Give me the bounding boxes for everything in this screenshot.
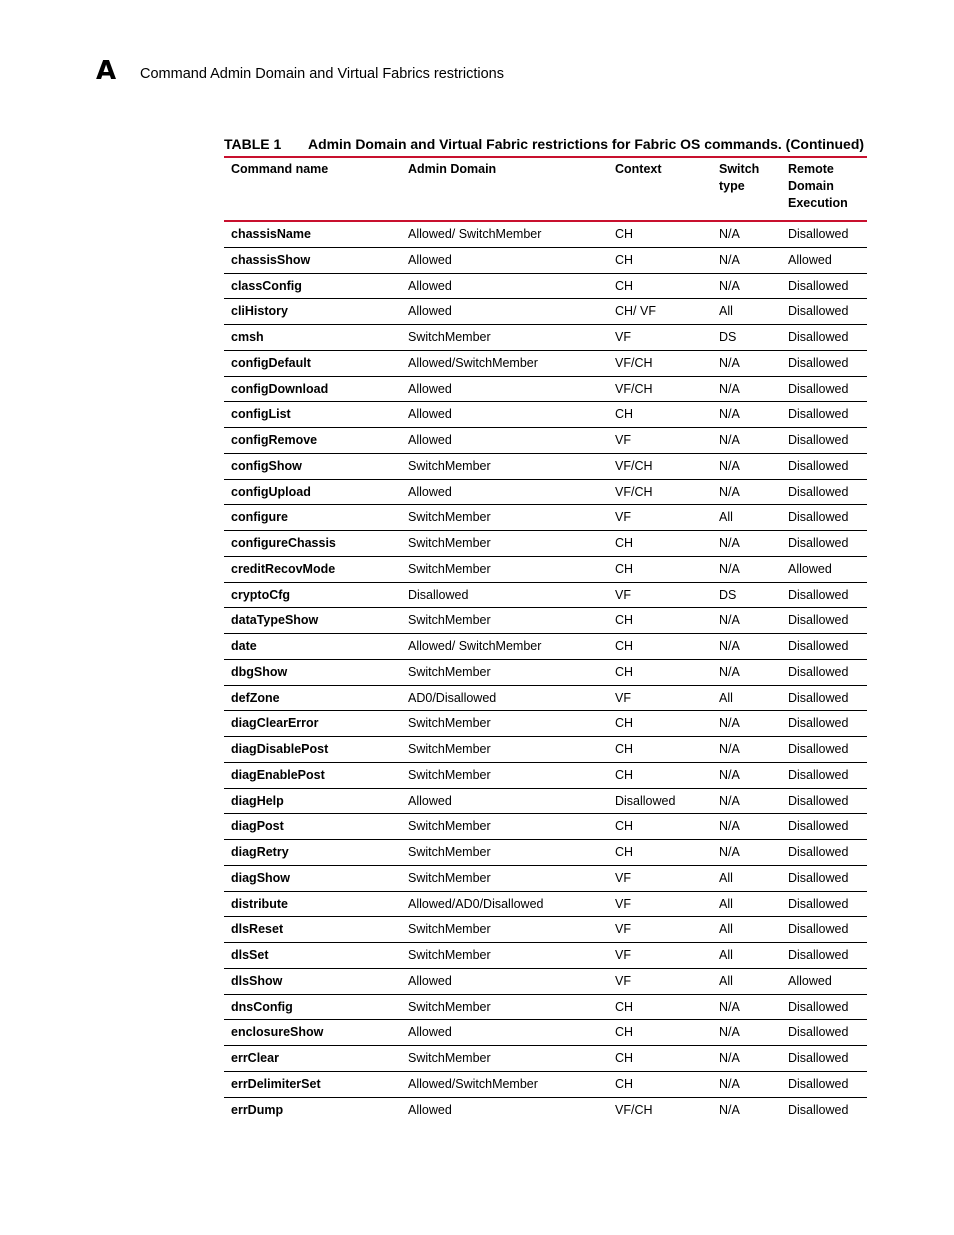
cell-switch-type: N/A xyxy=(719,227,740,241)
column-header-remote-line: Execution xyxy=(788,196,848,210)
cell-remote-domain-execution: Allowed xyxy=(788,973,832,988)
cell-context: VF/CH xyxy=(615,381,653,396)
cell-remote-domain-execution: Disallowed xyxy=(788,1076,849,1091)
cell-command-name: creditRecovMode xyxy=(231,561,336,576)
column-header-admin-domain: Admin Domain xyxy=(408,162,497,176)
cell-command-name: chassisName xyxy=(231,227,311,241)
cell-remote-domain-execution: Disallowed xyxy=(788,896,849,911)
cell-admin-domain: Allowed/SwitchMember xyxy=(408,1076,538,1091)
table-header-row xyxy=(224,158,867,220)
cell-remote-domain-execution: Disallowed xyxy=(788,948,849,962)
cell-command-name: diagPost xyxy=(231,819,284,834)
cell-admin-domain: Allowed xyxy=(408,304,452,319)
cell-switch-type: N/A xyxy=(719,278,740,293)
table-row xyxy=(224,428,867,454)
cell-switch-type: N/A xyxy=(719,433,740,447)
cell-admin-domain: Allowed xyxy=(408,278,452,293)
cell-switch-type: N/A xyxy=(719,484,740,499)
cell-command-name: dlsReset xyxy=(231,922,284,937)
cell-context: VF/CH xyxy=(615,355,653,370)
cell-switch-type: N/A xyxy=(719,355,740,370)
cell-switch-type: DS xyxy=(719,330,737,344)
cell-switch-type: N/A xyxy=(719,819,740,834)
table-row xyxy=(224,840,867,866)
cell-context: CH xyxy=(615,536,634,550)
cell-remote-domain-execution: Disallowed xyxy=(788,999,849,1014)
cell-context: VF xyxy=(615,587,631,602)
table-row xyxy=(224,1098,867,1124)
cell-switch-type: N/A xyxy=(719,407,740,422)
cell-command-name: configUpload xyxy=(231,484,311,499)
cell-admin-domain: SwitchMember xyxy=(408,664,491,679)
cell-remote-domain-execution: Disallowed xyxy=(788,433,849,447)
cell-admin-domain: AD0/Disallowed xyxy=(408,690,497,705)
cell-admin-domain: Allowed xyxy=(408,793,452,808)
cell-remote-domain-execution: Disallowed xyxy=(788,407,849,422)
cell-context: CH/ VF xyxy=(615,304,656,319)
cell-admin-domain: SwitchMember xyxy=(408,561,491,576)
cell-switch-type: N/A xyxy=(719,999,740,1014)
cell-command-name: cryptoCfg xyxy=(231,587,291,602)
cell-command-name: dlsSet xyxy=(231,948,269,962)
cell-context: CH xyxy=(615,742,634,756)
cell-command-name: dbgShow xyxy=(231,664,288,679)
column-header-switch-type-line: type xyxy=(719,179,745,193)
cell-command-name: diagClearError xyxy=(231,716,319,731)
cell-admin-domain: SwitchMember xyxy=(408,742,491,756)
cell-admin-domain: SwitchMember xyxy=(408,845,491,859)
cell-switch-type: All xyxy=(719,870,733,885)
table-row xyxy=(224,248,867,274)
cell-command-name: configList xyxy=(231,407,291,422)
table-row xyxy=(224,634,867,660)
cell-admin-domain: Allowed xyxy=(408,381,452,396)
cell-switch-type: N/A xyxy=(719,458,740,473)
cell-command-name: dlsShow xyxy=(231,973,283,988)
table-row xyxy=(224,789,867,815)
cell-admin-domain: SwitchMember xyxy=(408,922,491,937)
table-row xyxy=(224,969,867,995)
table-row xyxy=(224,686,867,712)
cell-admin-domain: Disallowed xyxy=(408,587,469,602)
cell-context: VF xyxy=(615,690,631,705)
cell-remote-domain-execution: Disallowed xyxy=(788,278,849,293)
cell-remote-domain-execution: Disallowed xyxy=(788,458,849,473)
table-row xyxy=(224,995,867,1021)
cell-admin-domain: Allowed xyxy=(408,407,452,422)
cell-context: VF xyxy=(615,973,631,988)
cell-context: VF xyxy=(615,870,631,885)
column-header-remote-line: Remote xyxy=(788,162,834,176)
cell-admin-domain: SwitchMember xyxy=(408,948,491,962)
cell-remote-domain-execution: Disallowed xyxy=(788,381,849,396)
cell-remote-domain-execution: Disallowed xyxy=(788,330,849,344)
cell-remote-domain-execution: Disallowed xyxy=(788,613,849,628)
cell-remote-domain-execution: Disallowed xyxy=(788,845,849,859)
table-row xyxy=(224,866,867,892)
cell-remote-domain-execution: Disallowed xyxy=(788,355,849,370)
table-caption-text: Admin Domain and Virtual Fabric restrictions for Fabric OS commands. (Continued) xyxy=(308,136,864,152)
cell-command-name: classConfig xyxy=(231,278,302,293)
cell-admin-domain: Allowed/ SwitchMember xyxy=(408,639,542,653)
cell-remote-domain-execution: Disallowed xyxy=(788,716,849,731)
cell-command-name: diagRetry xyxy=(231,845,289,859)
cell-command-name: configShow xyxy=(231,458,302,473)
cell-command-name: configure xyxy=(231,510,288,525)
cell-context: CH xyxy=(615,845,634,859)
cell-command-name: configDownload xyxy=(231,381,329,396)
cell-remote-domain-execution: Disallowed xyxy=(788,819,849,834)
cell-switch-type: N/A xyxy=(719,793,740,808)
table-row xyxy=(224,557,867,583)
cell-command-name: date xyxy=(231,639,257,653)
column-header-remote-line: Domain xyxy=(788,179,834,193)
table-row xyxy=(224,608,867,634)
cell-admin-domain: SwitchMember xyxy=(408,716,491,731)
cell-admin-domain: SwitchMember xyxy=(408,819,491,834)
cell-context: CH xyxy=(615,613,634,628)
cell-switch-type: All xyxy=(719,896,733,911)
column-header-remote-domain-execution xyxy=(788,161,848,212)
cell-admin-domain: Allowed xyxy=(408,252,452,267)
table-row xyxy=(224,583,867,609)
cell-context: CH xyxy=(615,407,634,422)
cell-context: CH xyxy=(615,1076,634,1091)
cell-context: CH xyxy=(615,639,634,653)
cell-admin-domain: SwitchMember xyxy=(408,1051,491,1065)
cell-remote-domain-execution: Disallowed xyxy=(788,639,849,653)
table-row xyxy=(224,1072,867,1098)
cell-context: VF/CH xyxy=(615,1102,653,1117)
cell-admin-domain: SwitchMember xyxy=(408,510,491,525)
cell-context: CH xyxy=(615,1025,634,1040)
cell-remote-domain-execution: Disallowed xyxy=(788,870,849,885)
cell-command-name: diagDisablePost xyxy=(231,742,329,756)
cell-context: CH xyxy=(615,252,634,267)
cell-context: CH xyxy=(615,999,634,1014)
column-header-command-name: Command name xyxy=(231,162,329,176)
cell-remote-domain-execution: Disallowed xyxy=(788,510,849,525)
table-row xyxy=(224,402,867,428)
cell-switch-type: All xyxy=(719,510,733,525)
cell-remote-domain-execution: Disallowed xyxy=(788,1025,849,1040)
cell-switch-type: N/A xyxy=(719,381,740,396)
table-row xyxy=(224,274,867,300)
cell-remote-domain-execution: Disallowed xyxy=(788,1051,849,1065)
cell-admin-domain: Allowed xyxy=(408,1102,452,1117)
cell-remote-domain-execution: Disallowed xyxy=(788,922,849,937)
table-label: TABLE 1 xyxy=(224,136,282,152)
table-row xyxy=(224,480,867,506)
table-row xyxy=(224,377,867,403)
cell-context: VF xyxy=(615,922,631,937)
table-row xyxy=(224,531,867,557)
cell-command-name: cmsh xyxy=(231,330,264,344)
cell-context: VF/CH xyxy=(615,458,653,473)
table-row xyxy=(224,351,867,377)
cell-switch-type: N/A xyxy=(719,1025,740,1040)
cell-command-name: distribute xyxy=(231,896,288,911)
cell-command-name: chassisShow xyxy=(231,252,311,267)
cell-switch-type: N/A xyxy=(719,742,740,756)
table-row xyxy=(224,1020,867,1046)
cell-switch-type: All xyxy=(719,922,733,937)
cell-context: VF xyxy=(615,948,631,962)
table-row xyxy=(224,814,867,840)
cell-command-name: errClear xyxy=(231,1051,279,1065)
cell-switch-type: N/A xyxy=(719,252,740,267)
cell-context: VF xyxy=(615,433,631,447)
cell-switch-type: N/A xyxy=(719,767,740,782)
cell-context: CH xyxy=(615,819,634,834)
cell-switch-type: All xyxy=(719,948,733,962)
cell-remote-domain-execution: Disallowed xyxy=(788,304,849,319)
cell-command-name: errDelimiterSet xyxy=(231,1076,321,1091)
cell-command-name: cliHistory xyxy=(231,304,288,319)
cell-command-name: configureChassis xyxy=(231,536,336,550)
table-row xyxy=(224,917,867,943)
table-row xyxy=(224,660,867,686)
cell-remote-domain-execution: Disallowed xyxy=(788,664,849,679)
cell-command-name: diagHelp xyxy=(231,793,284,808)
cell-context: VF xyxy=(615,330,631,344)
cell-command-name: dnsConfig xyxy=(231,999,293,1014)
cell-remote-domain-execution: Disallowed xyxy=(788,227,849,241)
cell-admin-domain: Allowed xyxy=(408,433,452,447)
cell-admin-domain: SwitchMember xyxy=(408,458,491,473)
cell-command-name: defZone xyxy=(231,690,280,705)
cell-remote-domain-execution: Disallowed xyxy=(788,690,849,705)
table-row xyxy=(224,737,867,763)
cell-switch-type: N/A xyxy=(719,639,740,653)
cell-switch-type: DS xyxy=(719,587,737,602)
cell-remote-domain-execution: Disallowed xyxy=(788,587,849,602)
cell-admin-domain: Allowed/SwitchMember xyxy=(408,355,538,370)
cell-context: CH xyxy=(615,716,634,731)
cell-switch-type: N/A xyxy=(719,716,740,731)
cell-switch-type: N/A xyxy=(719,1102,740,1117)
cell-context: CH xyxy=(615,767,634,782)
cell-remote-domain-execution: Disallowed xyxy=(788,484,849,499)
cell-command-name: configDefault xyxy=(231,355,311,370)
cell-context: CH xyxy=(615,227,634,241)
cell-command-name: errDump xyxy=(231,1102,284,1117)
cell-admin-domain: SwitchMember xyxy=(408,536,491,550)
cell-remote-domain-execution: Disallowed xyxy=(788,536,849,550)
cell-command-name: enclosureShow xyxy=(231,1025,324,1040)
table-row xyxy=(224,222,867,248)
cell-remote-domain-execution: Allowed xyxy=(788,252,832,267)
cell-admin-domain: SwitchMember xyxy=(408,330,491,344)
cell-switch-type: N/A xyxy=(719,1076,740,1091)
cell-context: CH xyxy=(615,278,634,293)
table-row xyxy=(224,454,867,480)
cell-switch-type: N/A xyxy=(719,664,740,679)
table-row xyxy=(224,1046,867,1072)
cell-remote-domain-execution: Disallowed xyxy=(788,767,849,782)
cell-command-name: diagShow xyxy=(231,870,291,885)
cell-context: CH xyxy=(615,561,634,576)
cell-context: CH xyxy=(615,1051,634,1065)
column-header-context: Context xyxy=(615,162,662,176)
cell-admin-domain: Allowed/ SwitchMember xyxy=(408,227,542,241)
cell-admin-domain: Allowed xyxy=(408,484,452,499)
table-body xyxy=(224,222,867,1123)
cell-context: VF xyxy=(615,896,631,911)
cell-context: Disallowed xyxy=(615,793,676,808)
cell-context: VF/CH xyxy=(615,484,653,499)
cell-switch-type: All xyxy=(719,973,733,988)
cell-admin-domain: SwitchMember xyxy=(408,613,491,628)
page-header-title: Command Admin Domain and Virtual Fabrics restrictions xyxy=(140,66,504,82)
table-caption xyxy=(224,134,867,154)
cell-admin-domain: SwitchMember xyxy=(408,870,491,885)
cell-context: VF xyxy=(615,510,631,525)
table-row xyxy=(224,505,867,531)
table-row xyxy=(224,325,867,351)
cell-remote-domain-execution: Disallowed xyxy=(788,742,849,756)
cell-command-name: configRemove xyxy=(231,433,318,447)
cell-switch-type: N/A xyxy=(719,845,740,859)
table-row xyxy=(224,763,867,789)
cell-admin-domain: Allowed xyxy=(408,1025,452,1040)
table-row xyxy=(224,711,867,737)
section-letter: A xyxy=(96,56,117,86)
cell-command-name: dataTypeShow xyxy=(231,613,319,628)
table-row xyxy=(224,943,867,969)
cell-context: CH xyxy=(615,664,634,679)
cell-switch-type: N/A xyxy=(719,536,740,550)
cell-switch-type: N/A xyxy=(719,1051,740,1065)
cell-admin-domain: SwitchMember xyxy=(408,999,491,1014)
column-header-switch-type-line: Switch xyxy=(719,162,760,176)
cell-remote-domain-execution: Disallowed xyxy=(788,1102,849,1117)
cell-admin-domain: Allowed/AD0/Disallowed xyxy=(408,896,544,911)
table-row xyxy=(224,892,867,918)
cell-remote-domain-execution: Allowed xyxy=(788,561,832,576)
cell-remote-domain-execution: Disallowed xyxy=(788,793,849,808)
cell-switch-type: N/A xyxy=(719,613,740,628)
cell-admin-domain: Allowed xyxy=(408,973,452,988)
column-header-switch-type xyxy=(719,161,759,195)
cell-switch-type: All xyxy=(719,304,733,319)
table-row xyxy=(224,299,867,325)
cell-switch-type: N/A xyxy=(719,561,740,576)
cell-command-name: diagEnablePost xyxy=(231,767,325,782)
cell-admin-domain: SwitchMember xyxy=(408,767,491,782)
cell-switch-type: All xyxy=(719,690,733,705)
